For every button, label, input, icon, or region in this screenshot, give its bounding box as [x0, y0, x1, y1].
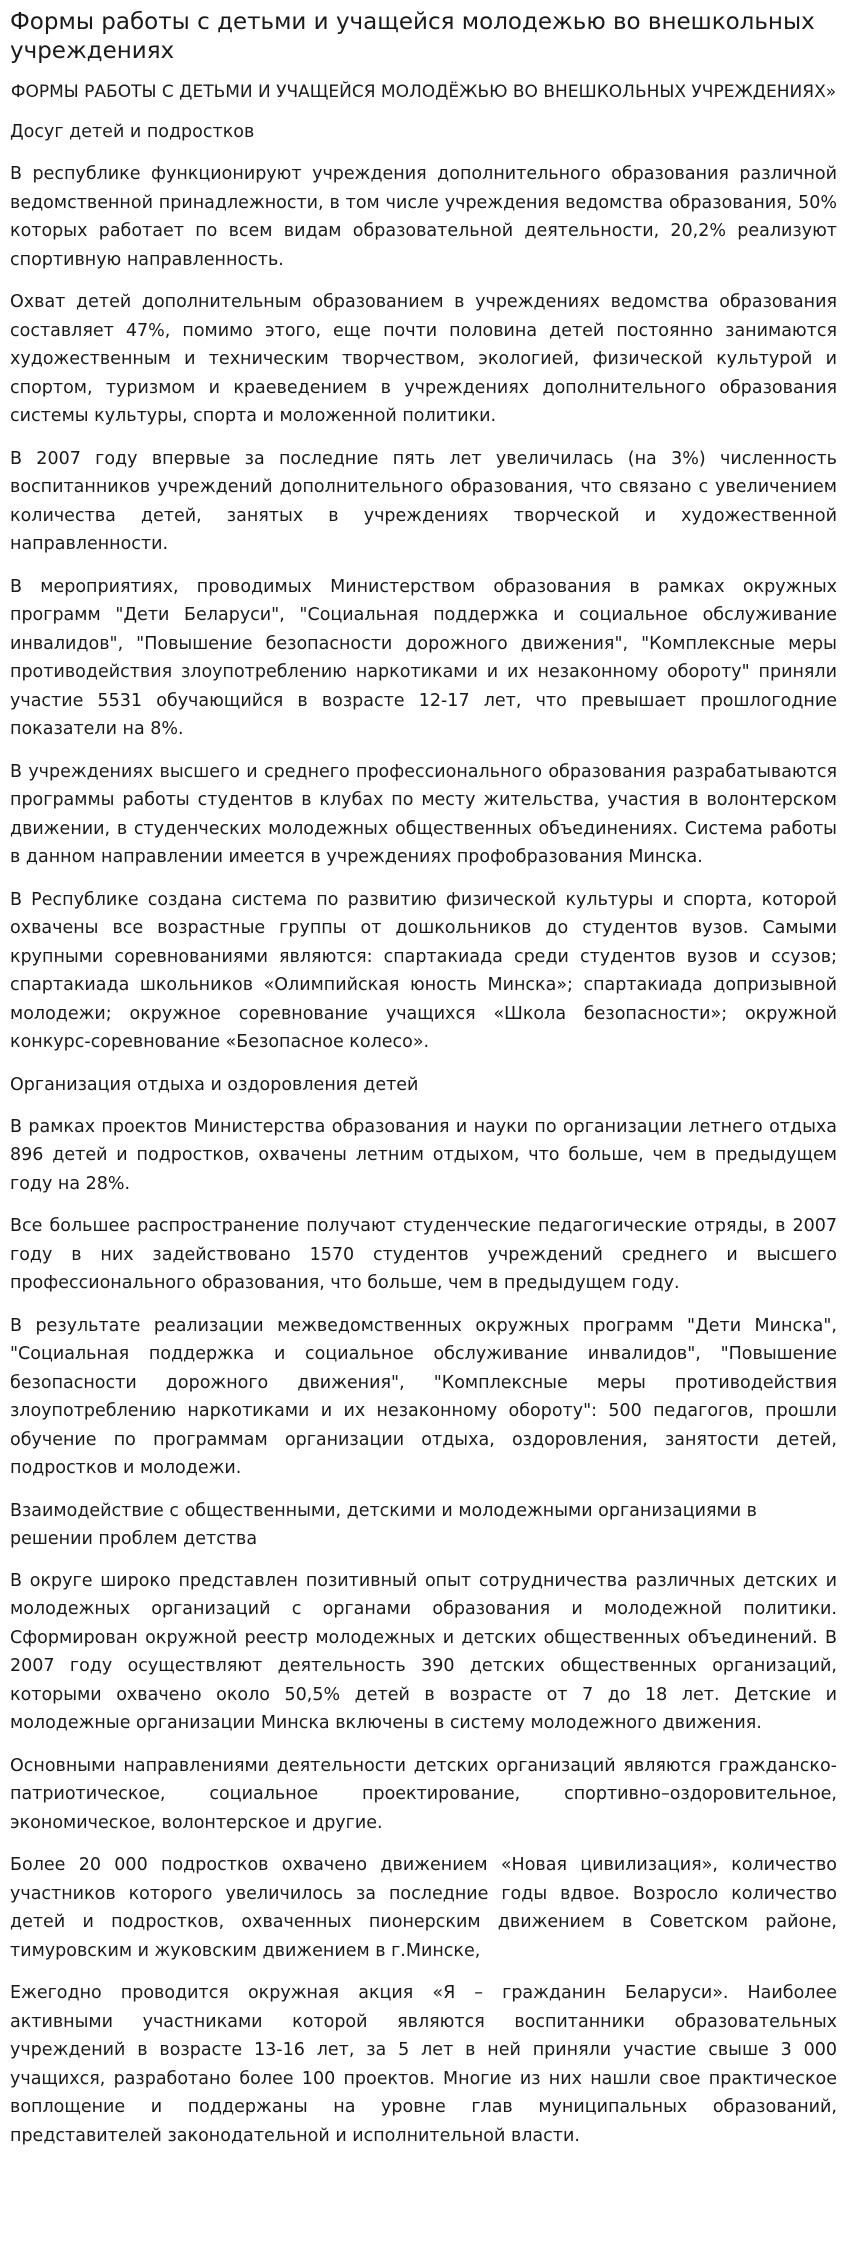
section-recreation [10, 1071, 837, 1483]
paragraph: В результате реализации межведомственных окружных программ "Дети Минска", "Социальная поддержка и социальное обслуживание инвалидов", "Повышение безопасности дорожного движения", "Комплексные меры противодействия злоупотреблению наркотиками и их незаконному обороту": 500 педагогов, прошли обучение по программам организации отдыха, оздоровления, занятости детей, подростков и молодежи. [10, 1315, 837, 1478]
paragraph: В Республике создана система по развитию физической культуры и спорта, которой охвачены все возрастные группы от дошкольников до студентов вузов. Самыми крупными соревнованиями являются: спартакиада среди студентов вузов и ссузов; спартакиада школьников «Олимпийская юность Минска»; спартакиада допризывной молодежи; окружное соревнование учащихся «Школа безопасности»; окружной конкурс-соревнование «Безопасное колесо». [10, 889, 837, 1052]
section-cooperation [10, 1497, 837, 2151]
paragraph: Ежегодно проводится окружная акция «Я – гражданин Беларуси». Наиболее активными участниками которой являются воспитанники образовательных учреждений в возрасте 13-16 лет, за 5 лет в ней приняли участие свыше 3 000 учащихся, разработано более 100 проектов. Многие из них нашли свое практическое воплощение и поддержаны на уровне глав муниципальных образований, представителей законодательной и исполнительной власти. [10, 1983, 837, 2146]
paragraph: В учреждениях высшего и среднего профессионального образования разрабатываются программы работы студентов в клубах по месту жительства, участия в волонтерском движении, в студенческих молодежных общественных объединениях. Система работы в данном направлении имеется в учреждениях профобразования Минска. [10, 761, 837, 867]
document-subtitle: ФОРМЫ РАБОТЫ С ДЕТЬМИ И УЧАЩЕЙСЯ МОЛОДЁЖЬЮ ВО ВНЕШКОЛЬНЫХ УЧРЕЖДЕНИЯХ» [10, 82, 837, 102]
page-title: Формы работы с детьми и учащейся молодежью во внешкольных учреждениях [10, 9, 815, 64]
paragraph: В рамках проектов Министерства образования и науки по организации летнего отдыха 896 детей и подростков, охвачены летним отдыхом, что больше, чем в предыдущем году на 28%. [10, 1116, 837, 1194]
paragraph: Более 20 000 подростков охвачено движением «Новая цивилизация», количество участников которого увеличилось за последние годы вдвое. Возросло количество детей и подростков, охваченных пионерским движением в Советском районе, тимуровским и жуковским движением в г.Минске, [10, 1855, 837, 1961]
section-heading: Досуг детей и подростков [10, 122, 255, 142]
paragraph: Основными направлениями деятельности детских организаций являются гражданско-патриотическое, социальное проектирование, спортивно–оздоровительное, экономическое, волонтерское и другие. [10, 1755, 837, 1833]
paragraph: В 2007 году впервые за последние пять лет увеличилась (на 3%) численность воспитанников учреждений дополнительного образования, что связано с увеличением количества детей, занятых в учреждениях творческой и художественной направленности. [10, 448, 837, 554]
paragraph: Все большее распространение получают студенческие педагогические отряды, в 2007 году в них задействовано 1570 студентов учреждений среднего и высшего профессионального образования, что больше, чем в предыдущем году. [10, 1216, 837, 1293]
section-leisure [10, 118, 837, 1057]
paragraph: В мероприятиях, проводимых Министерством образования в рамках окружных программ "Дети Беларуси", "Социальная поддержка и социальное обслуживание инвалидов", "Повышение безопасности дорожного движения", "Комплексные меры противодействия злоупотреблению наркотиками и их незаконному обороту" приняли участие 5531 обучающийся в возрасте 12-17 лет, что превышает прошлогодние показатели на 8%. [10, 576, 837, 739]
paragraph: В округе широко представлен позитивный опыт сотрудничества различных детских и молодежных организаций с органами образования и молодежной политики. Сформирован окружной реестр молодежных и детских общественных объединений. В 2007 году осуществляют деятельность 390 детских общественных организаций, которыми охвачено около 50,5% детей в возрасте от 7 до 18 лет. Детские и молодежные организации Минска включены в систему молодежного движения. [10, 1570, 837, 1733]
section-heading: Организация отдыха и оздоровления детей [10, 1074, 419, 1095]
section-heading: Взаимодействие с общественными, детскими и молодежными организациями в решении проблем детства [10, 1500, 757, 1549]
paragraph: Охват детей дополнительным образованием в учреждениях ведомства образования составляет 47%, помимо этого, еще почти половина детей постоянно занимаются художественным и техническим творчеством, экологией, физической культурой и спортом, туризмом и краеведением в учреждениях дополнительного образования системы культуры, спорта и моложенной политики. [10, 292, 837, 426]
paragraph: В республике функционируют учреждения дополнительного образования различной ведомственной принадлежности, в том числе учреждения ведомства образования, 50% которых работает по всем видам образовательной деятельности, 20,2% реализуют спортивную направленность. [10, 164, 837, 270]
